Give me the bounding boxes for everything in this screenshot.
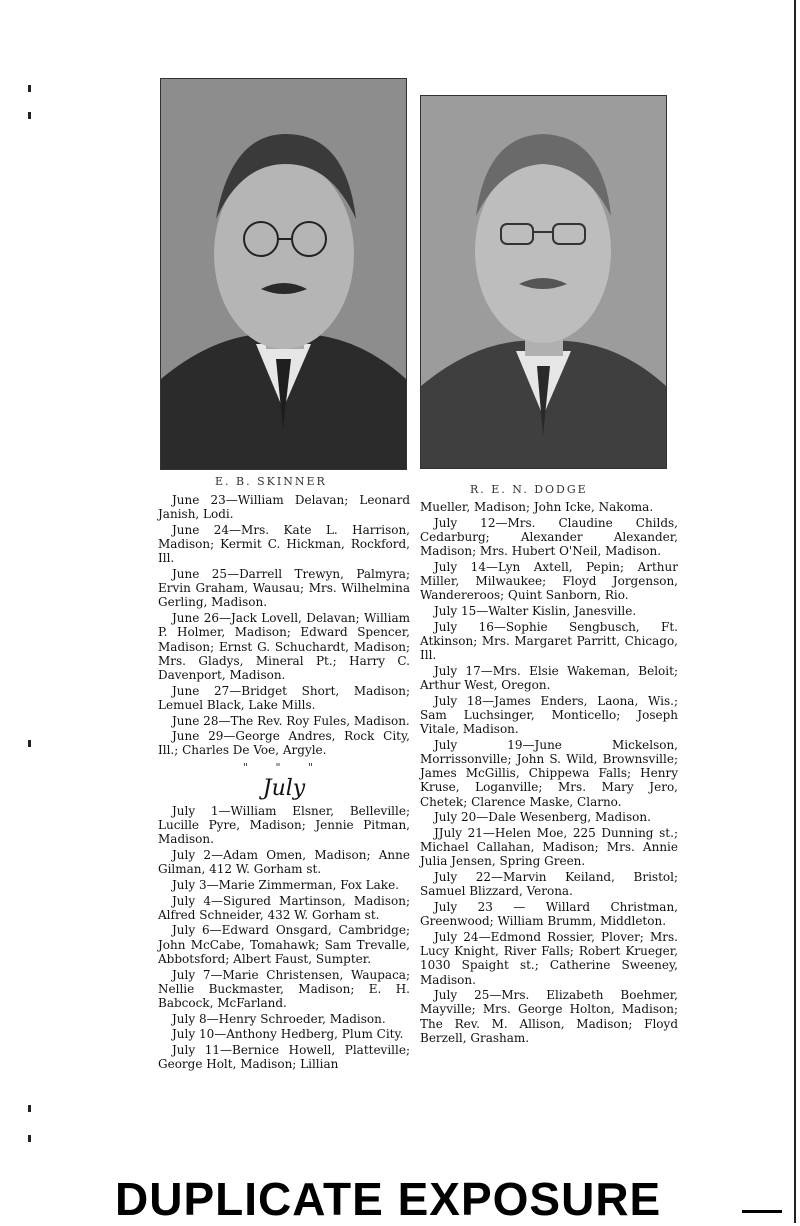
margin-mark bbox=[28, 1135, 31, 1142]
birthday-entry: July 6—Edward Onsgard, Cambridge; John McCabe, Tomahawk; Sam Trevalle, Abbotsford; Albert Faust, Sumpter. bbox=[158, 923, 410, 966]
page-edge-line bbox=[794, 0, 796, 1223]
margin-mark bbox=[28, 1105, 31, 1112]
birthday-entry: July 18—James Enders, Laona, Wis.; Sam Luchsinger, Monticello; Joseph Vitale, Madison. bbox=[420, 693, 678, 737]
birthday-entry: July 14—Lyn Axtell, Pepin; Arthur Miller, Milwaukee; Floyd Jorgenson, Wandereroos; Quint Sanborn, Rio. bbox=[420, 559, 678, 603]
left-text-column bbox=[158, 493, 410, 1073]
section-divider: " " " bbox=[242, 760, 326, 774]
birthday-entry: July 1—William Elsner, Belleville; Lucille Pyre, Madison; Jennie Pitman, Madison. bbox=[158, 803, 410, 847]
birthday-entry: July 24—Edmond Rossier, Plover; Mrs. Lucy Knight, River Falls; Robert Krueger, 1030 Spaight st.; Catherine Sweeney, Madison. bbox=[420, 929, 678, 987]
birthday-entry: JJuly 21—Helen Moe, 225 Dunning st.; Michael Callahan, Madison; Mrs. Annie Julia Jensen, Spring Green. bbox=[420, 825, 678, 869]
birthday-entry: June 29—George Andres, Rock City, Ill.; Charles De Voe, Argyle. bbox=[158, 729, 410, 758]
birthday-entry: July 20—Dale Wesenberg, Madison. bbox=[434, 810, 651, 825]
duplicate-exposure-stamp: DUPLICATE EXPOSURE bbox=[115, 1173, 662, 1225]
margin-mark bbox=[28, 112, 31, 119]
birthday-entry: July 23 — Willard Christman, Greenwood; William Brumm, Middleton. bbox=[420, 899, 678, 929]
birthday-entry: June 24—Mrs. Kate L. Harrison, Madison; Kermit C. Hickman, Rockford, Ill. bbox=[158, 522, 410, 566]
photo-caption-dodge: R. E. N. DODGE bbox=[470, 483, 588, 496]
birthday-entry: June 25—Darrell Trewyn, Palmyra; Ervin Graham, Wausau; Mrs. Wilhelmina Gerling, Madison. bbox=[158, 567, 410, 610]
birthday-entry: June 23—William Delavan; Leonard Janish, Lodi. bbox=[158, 493, 410, 522]
birthday-entry: July 25—Mrs. Elizabeth Boehmer, Mayville; Mrs. George Holton, Madison; The Rev. M. Allison, Madison; Floyd Berzell, Grasham. bbox=[420, 988, 678, 1045]
birthday-entry: July 8—Henry Schroeder, Madison. bbox=[172, 1011, 386, 1026]
margin-mark bbox=[28, 740, 31, 747]
stamp-underline bbox=[742, 1210, 782, 1213]
portrait-photo-skinner bbox=[160, 78, 407, 470]
birthday-entry: July 16—Sophie Sengbusch, Ft. Atkinson; Mrs. Margaret Parritt, Chicago, Ill. bbox=[420, 619, 678, 663]
birthday-entry: July 17—Mrs. Elsie Wakeman, Beloit; Arthur West, Oregon. bbox=[420, 663, 678, 692]
birthday-entry: June 26—Jack Lovell, Delavan; William P. Holmer, Madison; Edward Spencer, Madison; Ernst G. Schuchardt, Madison; Mrs. Gladys, Mineral Pt.; Harry C. Davenport, Madison. bbox=[158, 611, 410, 682]
birthday-entry: July 3—Marie Zimmerman, Fox Lake. bbox=[172, 877, 399, 892]
birthday-entry: June 27—Bridget Short, Madison; Lemuel Black, Lake Mills. bbox=[158, 683, 410, 712]
birthday-entry: July 15—Walter Kislin, Janesville. bbox=[434, 603, 637, 618]
birthday-entry: July 22—Marvin Keiland, Bristol; Samuel Blizzard, Verona. bbox=[420, 870, 678, 899]
birthday-entry: July 19—June Mickelson, Morrissonville; John S. Wild, Brownsville; James McGillis, Chippewa Falls; Henry Kruse, Loganville; Mrs. Mary Jero, Chetek; Clarence Maske, Clarno. bbox=[420, 737, 678, 809]
birthday-entry: July 2—Adam Omen, Madison; Anne Gilman, 412 W. Gorham st. bbox=[158, 847, 410, 877]
portrait-skinner-illustration bbox=[161, 79, 406, 469]
right-text-column bbox=[420, 500, 678, 1047]
birthday-entry: July 10—Anthony Hedberg, Plum City. bbox=[172, 1027, 404, 1042]
portrait-dodge-illustration bbox=[421, 96, 666, 468]
birthday-entry: July 12—Mrs. Claudine Childs, Cedarburg; Alexander Alexander, Madison; Mrs. Hubert O'Neil, Madison. bbox=[420, 515, 678, 559]
portrait-photo-dodge bbox=[420, 95, 667, 469]
margin-mark bbox=[28, 85, 31, 92]
birthday-entry: July 7—Marie Christensen, Waupaca; Nellie Buckmaster, Madison; E. H. Babcock, McFarland. bbox=[158, 967, 410, 1010]
birthday-entry: July 11—Bernice Howell, Platteville; George Holt, Madison; Lillian bbox=[158, 1043, 410, 1072]
section-heading-july: July bbox=[262, 775, 306, 801]
birthday-entry: July 4—Sigured Martinson, Madison; Alfred Schneider, 432 W. Gorham st. bbox=[158, 893, 410, 922]
photo-caption-skinner: E. B. SKINNER bbox=[215, 475, 327, 488]
birthday-entry: June 28—The Rev. Roy Fules, Madison. bbox=[172, 713, 410, 728]
birthday-entry-continuation: Mueller, Madison; John Icke, Nakoma. bbox=[420, 500, 654, 514]
